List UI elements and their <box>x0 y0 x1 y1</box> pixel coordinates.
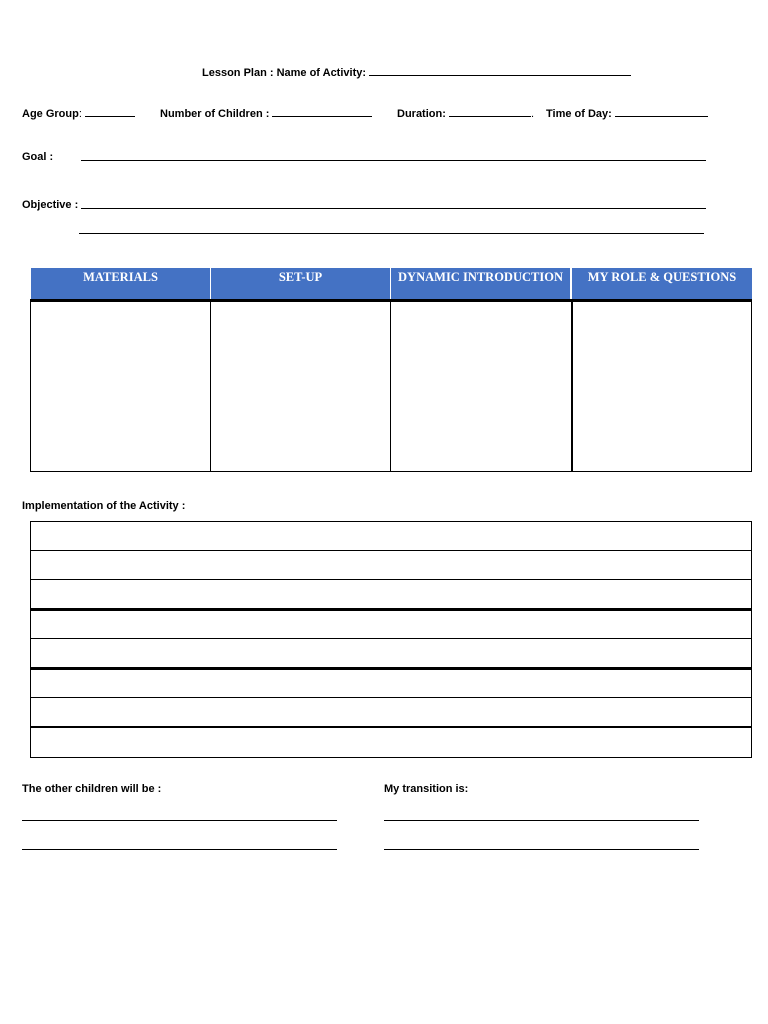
children-field[interactable] <box>272 106 372 117</box>
duration-period: . <box>530 108 535 120</box>
column-header-materials: MATERIALS <box>31 268 210 300</box>
objective-field-line-1[interactable] <box>81 208 706 209</box>
transition-field-line-1[interactable] <box>384 820 699 821</box>
age-group-label: Age Group <box>22 108 79 120</box>
implementation-label: Implementation of the Activity : <box>22 500 186 512</box>
implementation-row[interactable] <box>30 521 752 551</box>
column-header-set-up: SET-UP <box>211 268 390 300</box>
column-header-my-role-questions: MY ROLE & QUESTIONS <box>572 268 752 300</box>
objective-field-line-2[interactable] <box>79 233 704 234</box>
transition-label: My transition is: <box>384 783 469 795</box>
set-up-cell[interactable] <box>210 301 391 472</box>
other-children-field-line-1[interactable] <box>22 820 337 821</box>
implementation-row[interactable] <box>30 727 752 758</box>
implementation-row[interactable] <box>30 668 752 698</box>
time-of-day-label: Time of Day: <box>546 108 612 120</box>
goal-label: Goal : <box>22 151 54 163</box>
lesson-plan-title <box>202 65 631 80</box>
my-role-questions-cell[interactable] <box>571 301 752 472</box>
implementation-row[interactable] <box>30 638 752 668</box>
column-header-dynamic-introduction: DYNAMIC INTRODUCTION <box>391 268 570 300</box>
age-group-row <box>22 106 135 121</box>
implementation-row[interactable] <box>30 697 752 727</box>
activity-name-field[interactable] <box>369 65 631 76</box>
transition-field-line-2[interactable] <box>384 849 699 850</box>
implementation-row[interactable] <box>30 550 752 580</box>
age-group-field[interactable] <box>85 106 135 117</box>
implementation-row[interactable] <box>30 609 752 639</box>
objective-label: Objective : <box>22 199 79 211</box>
implementation-row[interactable] <box>30 579 752 609</box>
materials-cell[interactable] <box>30 301 211 472</box>
duration-field[interactable] <box>449 106 531 117</box>
other-children-field-line-2[interactable] <box>22 849 337 850</box>
children-label: Number of Children : <box>160 108 270 120</box>
duration-row <box>397 106 534 121</box>
goal-field[interactable] <box>81 160 706 161</box>
time-of-day-row <box>546 106 708 121</box>
title-label: Lesson Plan : Name of Activity: <box>202 67 367 79</box>
time-of-day-field[interactable] <box>615 106 708 117</box>
dynamic-introduction-cell[interactable] <box>390 301 572 472</box>
duration-label: Duration: <box>397 108 446 120</box>
children-row <box>160 106 372 121</box>
other-children-label: The other children will be : <box>22 783 162 795</box>
age-group-separator: : <box>78 108 82 120</box>
